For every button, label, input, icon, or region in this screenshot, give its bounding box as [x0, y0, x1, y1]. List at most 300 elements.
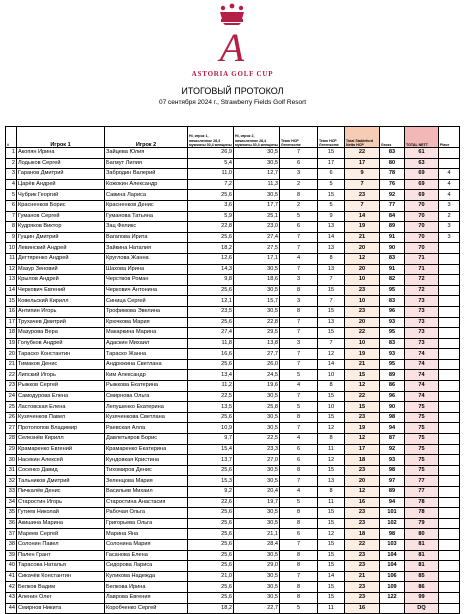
hcp1-cell: 12,6 [188, 253, 234, 264]
col-header-place: Place [439, 127, 460, 148]
gross-cell: 109 [380, 582, 405, 593]
score-netto-cell: 12 [345, 487, 380, 498]
score-netto-cell: 20 [345, 476, 380, 487]
team-hcp-cell: 8 [280, 508, 318, 519]
row-num-cell: 22 [6, 370, 17, 381]
hcp2-cell: 19,7 [234, 497, 280, 508]
hcp2-cell: 30,5 [234, 190, 280, 201]
table-row [6, 253, 460, 264]
hcp2-cell: 23,0 [234, 222, 280, 233]
team-shot-cell: 14 [318, 232, 345, 243]
col-header-gross: Gross [380, 127, 405, 148]
team-shot-cell: 15 [318, 328, 345, 339]
row-num-cell: 25 [6, 402, 17, 413]
hcp1-cell: 25,6 [188, 592, 234, 603]
row-num-cell: 14 [6, 285, 17, 296]
player1-cell: Гаранов Дмитрий [17, 169, 105, 180]
team-hcp-cell: 3 [280, 338, 318, 349]
gross-cell: 95 [380, 359, 405, 370]
place-cell [439, 349, 460, 360]
team-hcp-cell: 3 [280, 275, 318, 286]
team-shot-cell: 15 [318, 306, 345, 317]
score-netto-cell: 7 [345, 200, 380, 211]
team-shot-cell: 12 [318, 423, 345, 434]
score-netto-cell: 17 [345, 158, 380, 169]
score-netto-cell: 15 [345, 370, 380, 381]
score-netto-cell: 10 [345, 275, 380, 286]
player1-cell: Насекин Алексей [17, 455, 105, 466]
score-netto-cell: 22 [345, 328, 380, 339]
place-cell [439, 592, 460, 603]
player2-cell: Рабочая Ольга [105, 508, 188, 519]
player1-cell: Пален Грант [17, 550, 105, 561]
score-netto-cell: 15 [345, 402, 380, 413]
row-num-cell: 42 [6, 582, 17, 593]
row-num-cell: 38 [6, 539, 17, 550]
row-num-cell: 4 [6, 179, 17, 190]
gross-cell [380, 603, 405, 614]
hcp1-cell: 15,4 [188, 444, 234, 455]
player1-cell: Самодурова Елена [17, 391, 105, 402]
table-row [6, 338, 460, 349]
hcp1-cell: 22,5 [188, 391, 234, 402]
hcp2-cell: 30,5 [234, 158, 280, 169]
brand-name: ASTORIA GOLF CUP [191, 70, 274, 78]
player1-cell: Пичкалёв Денис [17, 487, 105, 498]
team-shot-cell: 11 [318, 444, 345, 455]
row-num-cell: 44 [6, 603, 17, 614]
player2-cell: Андрюкина Светлана [105, 359, 188, 370]
place-cell [439, 455, 460, 466]
table-row [6, 412, 460, 423]
hcp2-cell: 30,5 [234, 582, 280, 593]
col-header-score-netto: Total Stableford Netto HCP [345, 127, 380, 148]
score-netto-cell: 23 [345, 508, 380, 519]
hcp1-cell: 25,6 [188, 582, 234, 593]
gross-cell: 93 [380, 455, 405, 466]
player1-cell: Гущин Дмитрий [17, 232, 105, 243]
team-hcp-cell: 7 [280, 148, 318, 159]
player2-cell: Белкова Ирина [105, 582, 188, 593]
total-cell: 73 [405, 296, 439, 307]
total-cell: 85 [405, 571, 439, 582]
team-hcp-cell: 7 [280, 423, 318, 434]
hcp1-cell: 13,4 [188, 370, 234, 381]
team-hcp-cell: 2 [280, 200, 318, 211]
total-cell: 70 [405, 222, 439, 233]
total-cell: 74 [405, 359, 439, 370]
score-netto-cell: 23 [345, 412, 380, 423]
score-netto-cell: 23 [345, 306, 380, 317]
total-cell: 75 [405, 455, 439, 466]
player1-cell: Тальников Дмитрий [17, 476, 105, 487]
player1-cell: Тарасова Наталья [17, 561, 105, 572]
team-shot-cell: 11 [318, 497, 345, 508]
hcp2-cell: 30,5 [234, 285, 280, 296]
hcp1-cell: 25,6 [188, 539, 234, 550]
hcp2-cell: 27,4 [234, 232, 280, 243]
hcp2-cell: 21,1 [234, 529, 280, 540]
score-netto-cell: 7 [345, 179, 380, 190]
score-netto-cell: 21 [345, 359, 380, 370]
score-netto-cell: 23 [345, 582, 380, 593]
total-cell: 70 [405, 243, 439, 254]
player2-cell: Кожокин Александр [105, 179, 188, 190]
col-header-hcp1: Hi, игрок 1, начисленное 28,4 мужчины 30,4 женщины [188, 127, 234, 148]
team-shot-cell: 7 [318, 338, 345, 349]
total-cell: 75 [405, 402, 439, 413]
player2-cell: Зайцева Юлия [105, 148, 188, 159]
row-num-cell: 1 [6, 148, 17, 159]
table-row [6, 476, 460, 487]
team-hcp-cell: 6 [280, 222, 318, 233]
row-num-cell: 15 [6, 296, 17, 307]
table-row [6, 317, 460, 328]
hcp2-cell: 30,5 [234, 306, 280, 317]
score-netto-cell: 16 [345, 603, 380, 614]
hcp2-cell: 30,5 [234, 518, 280, 529]
table-row [6, 232, 460, 243]
place-cell [439, 465, 460, 476]
hcp1-cell: 23,5 [188, 306, 234, 317]
table-row [6, 169, 460, 180]
total-cell: 78 [405, 497, 439, 508]
gross-cell: 91 [380, 264, 405, 275]
row-num-cell: 32 [6, 476, 17, 487]
place-cell [439, 476, 460, 487]
hcp2-cell: 20,4 [234, 487, 280, 498]
place-cell [439, 423, 460, 434]
hcp1-cell: 25,6 [188, 518, 234, 529]
table-row [6, 381, 460, 392]
hcp1-cell: 9,2 [188, 487, 234, 498]
player2-cell: Кузяченкова Светлана [105, 412, 188, 423]
player2-cell: Черствов Роман [105, 275, 188, 286]
total-cell: 61 [405, 148, 439, 159]
place-cell [439, 508, 460, 519]
team-hcp-cell: 6 [280, 529, 318, 540]
place-cell [439, 444, 460, 455]
row-num-cell: 43 [6, 592, 17, 603]
place-cell [439, 434, 460, 445]
score-netto-cell: 23 [345, 285, 380, 296]
team-shot-cell: 5 [318, 179, 345, 190]
hcp1-cell: 13,7 [188, 455, 234, 466]
place-cell [439, 338, 460, 349]
team-shot-cell: 15 [318, 561, 345, 572]
gross-cell: 83 [380, 148, 405, 159]
score-netto-cell: 20 [345, 243, 380, 254]
row-num-cell: 21 [6, 359, 17, 370]
hcp1-cell: 22,8 [188, 222, 234, 233]
player2-cell: Григорьева Ольга [105, 518, 188, 529]
hcp1-cell: 25,6 [188, 317, 234, 328]
player2-cell: Крючкова Мария [105, 317, 188, 328]
gross-cell: 92 [380, 444, 405, 455]
gross-cell: 84 [380, 211, 405, 222]
row-num-cell: 5 [6, 190, 17, 201]
team-hcp-cell: 3 [280, 169, 318, 180]
table-row [6, 582, 460, 593]
place-cell [439, 381, 460, 392]
player2-cell: Зац Феликс [105, 222, 188, 233]
score-netto-cell: 16 [345, 497, 380, 508]
total-cell: 70 [405, 211, 439, 222]
hcp1-cell: 25,6 [188, 232, 234, 243]
gross-cell: 95 [380, 328, 405, 339]
gross-cell: 94 [380, 423, 405, 434]
player1-cell: Акопян Ирина [17, 148, 105, 159]
table-row [6, 571, 460, 582]
player2-cell: Адаскин Михаил [105, 338, 188, 349]
score-netto-cell: 23 [345, 561, 380, 572]
gross-cell: 92 [380, 190, 405, 201]
team-hcp-cell: 7 [280, 317, 318, 328]
gross-cell: 83 [380, 338, 405, 349]
hcp1-cell: 15,3 [188, 476, 234, 487]
team-shot-cell: 15 [318, 550, 345, 561]
gross-cell: 77 [380, 200, 405, 211]
hcp2-cell: 22,7 [234, 603, 280, 614]
table-row [6, 179, 460, 190]
hcp2-cell: 30,5 [234, 391, 280, 402]
table-row [6, 211, 460, 222]
player1-cell: Левинский Андрей [17, 243, 105, 254]
player2-cell: Макаркина Марина [105, 328, 188, 339]
hcp2-cell: 22,8 [234, 317, 280, 328]
total-cell: 81 [405, 561, 439, 572]
player2-cell: Марина Яна [105, 529, 188, 540]
hcp1-cell: 25,6 [188, 359, 234, 370]
total-cell: 86 [405, 582, 439, 593]
team-hcp-cell: 6 [280, 158, 318, 169]
player1-cell: Гутиев Николай [17, 508, 105, 519]
total-cell: 74 [405, 370, 439, 381]
logo-letter: A [219, 25, 245, 67]
player2-cell: Тихомиров Денис [105, 465, 188, 476]
hcp2-cell: 30,5 [234, 550, 280, 561]
place-cell [439, 253, 460, 264]
team-shot-cell: 15 [318, 518, 345, 529]
team-hcp-cell: 8 [280, 190, 318, 201]
astoria-crown-logo-icon [206, 3, 258, 67]
player1-cell: Ластовская Елена [17, 402, 105, 413]
total-cell: 75 [405, 444, 439, 455]
hcp1-cell: 11,8 [188, 338, 234, 349]
hcp2-cell: 30,5 [234, 571, 280, 582]
place-cell [439, 328, 460, 339]
score-netto-cell: 23 [345, 190, 380, 201]
player1-cell: Крамаренко Евгений [17, 444, 105, 455]
team-hcp-cell: 7 [280, 243, 318, 254]
table-header-row [6, 127, 460, 148]
total-cell: 73 [405, 317, 439, 328]
hcp1-cell: 5,9 [188, 211, 234, 222]
hcp2-cell: 19,6 [234, 381, 280, 392]
gross-cell: 96 [380, 306, 405, 317]
total-cell: 70 [405, 200, 439, 211]
player1-cell: Протопопов Владимир [17, 423, 105, 434]
total-cell: 73 [405, 306, 439, 317]
table-row [6, 285, 460, 296]
score-netto-cell: 22 [345, 539, 380, 550]
hcp2-cell: 29,5 [234, 328, 280, 339]
place-cell [439, 148, 460, 159]
player2-cell: Вагапова Ирита [105, 232, 188, 243]
score-netto-cell: 20 [345, 264, 380, 275]
results-body [6, 148, 460, 614]
total-cell: 74 [405, 381, 439, 392]
row-num-cell: 24 [6, 391, 17, 402]
player1-cell: Дегтяренко Андрей [17, 253, 105, 264]
team-hcp-cell: 7 [280, 328, 318, 339]
hcp1-cell: 12,1 [188, 296, 234, 307]
team-hcp-cell: 8 [280, 285, 318, 296]
team-shot-cell: 13 [318, 264, 345, 275]
player1-cell: Кудряков Виктор [17, 222, 105, 233]
row-num-cell: 26 [6, 412, 17, 423]
table-row [6, 243, 460, 254]
team-shot-cell: 8 [318, 487, 345, 498]
gross-cell: 89 [380, 487, 405, 498]
team-shot-cell: 8 [318, 381, 345, 392]
table-row [6, 148, 460, 159]
gross-cell: 82 [380, 275, 405, 286]
score-netto-cell: 19 [345, 222, 380, 233]
gross-cell: 89 [380, 370, 405, 381]
row-num-cell: 20 [6, 349, 17, 360]
row-num-cell: 12 [6, 264, 17, 275]
team-hcp-cell: 8 [280, 550, 318, 561]
table-row [6, 561, 460, 572]
place-cell [439, 275, 460, 286]
team-shot-cell: 11 [318, 603, 345, 614]
score-netto-cell: 10 [345, 296, 380, 307]
table-row [6, 328, 460, 339]
place-cell [439, 264, 460, 275]
player1-cell: Белков Вадим [17, 582, 105, 593]
place-cell [439, 539, 460, 550]
team-hcp-cell: 6 [280, 444, 318, 455]
total-cell: 63 [405, 158, 439, 169]
player2-cell: Раевская Алла [105, 423, 188, 434]
player1-cell: Рыжков Сергей [17, 381, 105, 392]
hcp1-cell: 11,0 [188, 169, 234, 180]
hcp2-cell: 26,0 [234, 359, 280, 370]
player2-cell: Давлетьяров Борис [105, 434, 188, 445]
row-num-cell: 13 [6, 275, 17, 286]
total-cell: 77 [405, 487, 439, 498]
hcp2-cell: 11,3 [234, 179, 280, 190]
hcp2-cell: 27,0 [234, 455, 280, 466]
table-row [6, 296, 460, 307]
team-shot-cell: 13 [318, 222, 345, 233]
team-hcp-cell: 7 [280, 571, 318, 582]
player1-cell: Смирнов Никита [17, 603, 105, 614]
score-netto-cell: 12 [345, 434, 380, 445]
gross-cell: 98 [380, 529, 405, 540]
row-num-cell: 31 [6, 465, 17, 476]
col-header-hcp2: Hi, игрок 2, начисленное 28,4 мужчины 30,4 женщины [234, 127, 280, 148]
score-netto-cell: 23 [345, 465, 380, 476]
team-shot-cell: 10 [318, 370, 345, 381]
row-num-cell: 30 [6, 455, 17, 466]
score-netto-cell: 18 [345, 455, 380, 466]
place-cell [439, 317, 460, 328]
row-num-cell: 2 [6, 158, 17, 169]
row-num-cell: 34 [6, 497, 17, 508]
score-netto-cell: 19 [345, 349, 380, 360]
table-row [6, 264, 460, 275]
col-header-team-hcp: Team HCP Greensome [280, 127, 318, 148]
player1-cell: Мазур Зеновий [17, 264, 105, 275]
score-netto-cell: 12 [345, 381, 380, 392]
table-row [6, 550, 460, 561]
player1-cell: Аленин Олег [17, 592, 105, 603]
row-num-cell: 41 [6, 571, 17, 582]
team-hcp-cell: 7 [280, 349, 318, 360]
row-num-cell: 3 [6, 169, 17, 180]
team-shot-cell: 13 [318, 243, 345, 254]
total-cell: 71 [405, 253, 439, 264]
hcp1-cell: 25,6 [188, 190, 234, 201]
player1-cell: Царёв Андрей [17, 179, 105, 190]
team-hcp-cell: 7 [280, 539, 318, 550]
team-hcp-cell: 8 [280, 306, 318, 317]
hcp2-cell: 25,1 [234, 211, 280, 222]
hcp1-cell: 25,6 [188, 561, 234, 572]
team-hcp-cell: 7 [280, 391, 318, 402]
player1-cell: Трухачев Дмитрий [17, 317, 105, 328]
row-num-cell: 11 [6, 253, 17, 264]
player2-cell: Савина Лариса [105, 190, 188, 201]
total-cell: 72 [405, 275, 439, 286]
place-cell [439, 391, 460, 402]
gross-cell: 78 [380, 169, 405, 180]
hcp2-cell: 30,5 [234, 423, 280, 434]
player2-cell: Шахова Ирина [105, 264, 188, 275]
team-shot-cell: 15 [318, 285, 345, 296]
table-row [6, 497, 460, 508]
hcp1-cell: 25,6 [188, 529, 234, 540]
player2-cell: Зайкина Наталия [105, 243, 188, 254]
player2-cell: Гуманова Татьяна [105, 211, 188, 222]
team-hcp-cell: 8 [280, 412, 318, 423]
player1-cell: Мазурова Вера [17, 328, 105, 339]
player2-cell: Тараско Жанна [105, 349, 188, 360]
hcp2-cell: 18,6 [234, 275, 280, 286]
total-cell: 73 [405, 338, 439, 349]
place-cell [439, 497, 460, 508]
player2-cell: Старостина Анастасия [105, 497, 188, 508]
hcp1-cell: 25,6 [188, 465, 234, 476]
table-row [6, 275, 460, 286]
team-hcp-cell: 7 [280, 232, 318, 243]
row-num-cell: 40 [6, 561, 17, 572]
player2-cell: Красненков Денис [105, 200, 188, 211]
score-netto-cell: 18 [345, 529, 380, 540]
team-shot-cell: 15 [318, 412, 345, 423]
player1-cell: Старостин Игорь [17, 497, 105, 508]
table-row [6, 455, 460, 466]
hcp2-cell: 27,5 [234, 243, 280, 254]
gross-cell: 90 [380, 402, 405, 413]
player1-cell: Лодыков Сергей [17, 158, 105, 169]
gross-cell: 91 [380, 232, 405, 243]
col-header-num: # [6, 127, 17, 148]
total-cell: 69 [405, 179, 439, 190]
col-header-total: TOTAL NETT [405, 127, 439, 148]
